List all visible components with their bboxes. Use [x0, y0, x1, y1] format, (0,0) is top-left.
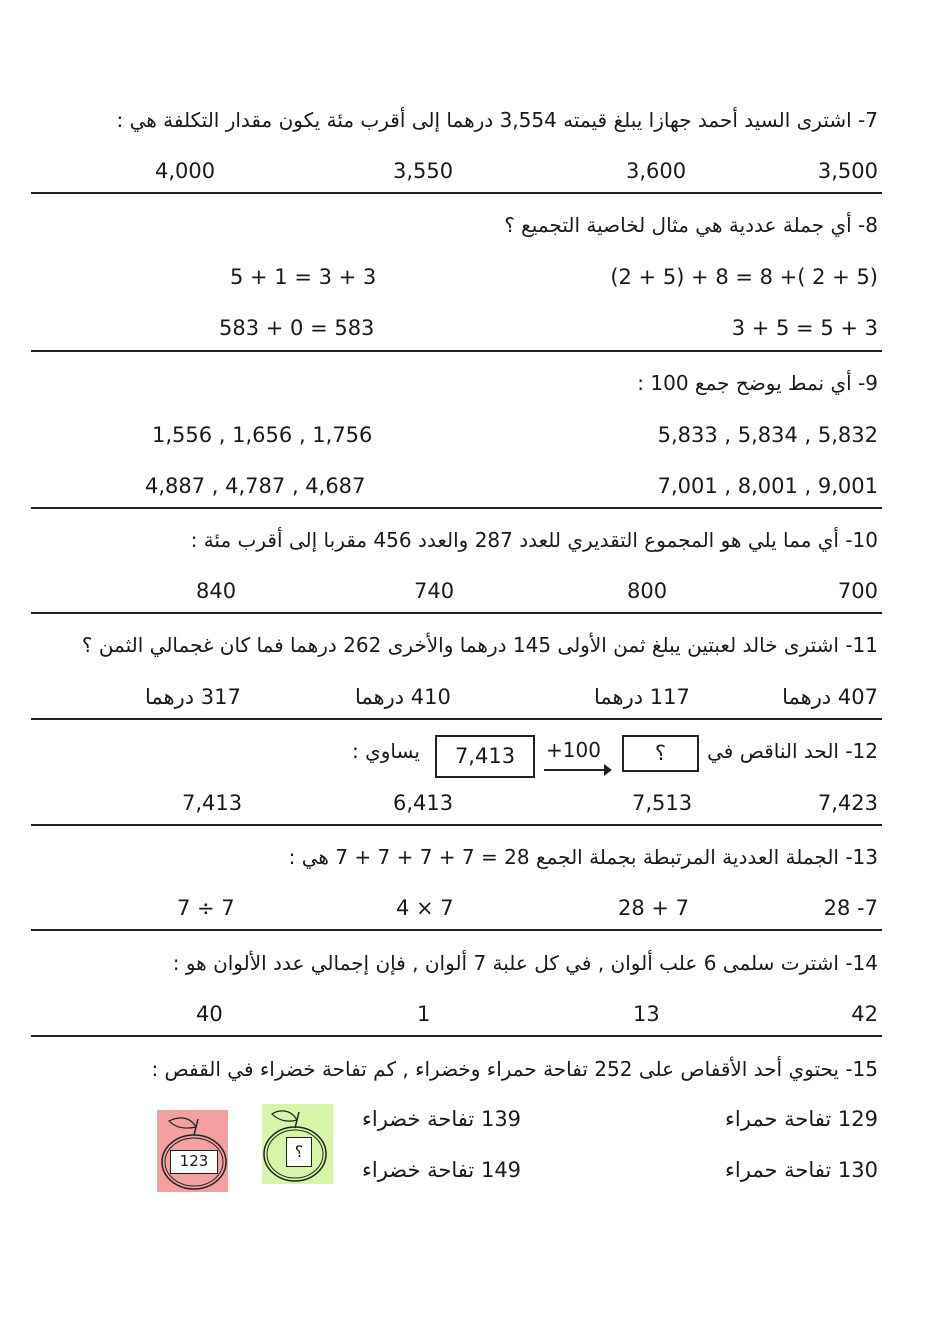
- q12-option-c[interactable]: 6,413: [393, 791, 454, 815]
- q10-option-c[interactable]: 740: [414, 579, 455, 603]
- q10-option-d[interactable]: 840: [196, 579, 237, 603]
- q11-option-c[interactable]: 410 درهما: [355, 685, 451, 709]
- q9-option-c[interactable]: 7,001 , 8,001 , 9,001: [657, 474, 878, 498]
- q14-option-a[interactable]: 42: [851, 1002, 878, 1026]
- q12-option-b[interactable]: 7,513: [632, 791, 693, 815]
- q15-option-b[interactable]: 139 تفاحة خضراء: [362, 1107, 522, 1131]
- divider: [31, 718, 882, 720]
- question-8: 8- أي جملة عددية هي مثال لخاصية التجميع ؟: [504, 213, 878, 237]
- question-15: 15- يحتوي أحد الأقفاص على 252 تفاحة حمراء وخضراء , كم تفاحة خضراء في القفص :: [151, 1057, 878, 1081]
- q10-option-a[interactable]: 700: [837, 579, 878, 603]
- q8-option-d[interactable]: 583 + 0 = 583: [219, 316, 375, 340]
- q8-option-b[interactable]: 5 + 1 = 3 + 3: [230, 265, 377, 289]
- q13-option-d[interactable]: 7 ÷ 7: [177, 896, 235, 920]
- question-13: 13- الجملة العددية المرتبطة بجملة الجمع 28 = 7 + 7 + 7 + 7 هي :: [288, 845, 878, 869]
- question-12-end: يساوي :: [352, 739, 420, 763]
- q10-option-b[interactable]: 800: [627, 579, 668, 603]
- q13-option-b[interactable]: 28 + 7: [618, 896, 690, 920]
- divider: [31, 192, 882, 194]
- q7-option-c[interactable]: 3,550: [393, 159, 454, 183]
- green-apple-label: ؟: [286, 1137, 312, 1167]
- question-11: 11- اشترى خالد لعبتين يبلغ ثمن الأولى 145 درهما والأخرى 262 درهما فما كان غجمالي الثمن ؟: [81, 633, 878, 657]
- question-12-start: 12- الحد الناقص في: [707, 739, 878, 763]
- q14-option-b[interactable]: 13: [633, 1002, 660, 1026]
- q7-option-a[interactable]: 3,500: [817, 159, 878, 183]
- q9-option-d[interactable]: 4,887 , 4,787 , 4,687: [145, 474, 366, 498]
- arrow-label: +100: [546, 738, 601, 762]
- q8-option-a[interactable]: (2 + 5) + 8 = 8 +( 2 + 5): [610, 265, 878, 289]
- q15-option-c[interactable]: 130 تفاحة حمراء: [725, 1158, 878, 1182]
- q15-option-d[interactable]: 149 تفاحة خضراء: [362, 1158, 522, 1182]
- q14-option-c[interactable]: 1: [417, 1002, 431, 1026]
- q8-option-c[interactable]: 3 + 5 = 5 + 3: [731, 316, 878, 340]
- red-apple-image: [157, 1110, 228, 1192]
- question-10: 10- أي مما يلي هو المجموع التقديري للعدد 287 والعدد 456 مقربا إلى أقرب مئة :: [190, 528, 878, 552]
- divider: [31, 929, 882, 931]
- q12-option-a[interactable]: 7,423: [817, 791, 878, 815]
- q11-option-a[interactable]: 407 درهما: [782, 685, 878, 709]
- q7-option-d[interactable]: 4,000: [155, 159, 216, 183]
- divider: [31, 1035, 882, 1037]
- divider: [31, 612, 882, 614]
- question-7: 7- اشترى السيد أحمد جهازا يبلغ قيمته 3,554 درهما إلى أقرب مئة يكون مقدار التكلفة هي :: [116, 108, 878, 132]
- q13-option-c[interactable]: 4 × 7: [396, 896, 454, 920]
- divider: [31, 824, 882, 826]
- q15-option-a[interactable]: 129 تفاحة حمراء: [725, 1107, 878, 1131]
- right-arrow-icon: [542, 762, 614, 778]
- q9-option-a[interactable]: 5,833 , 5,834 , 5,832: [657, 423, 878, 447]
- question-14: 14- اشترت سلمى 6 علب ألوان , في كل علبة 7 ألوان , فإن إجمالي عدد الألوان هو :: [172, 951, 878, 975]
- q11-option-b[interactable]: 117 درهما: [594, 685, 690, 709]
- q7-option-b[interactable]: 3,600: [626, 159, 687, 183]
- q14-option-d[interactable]: 40: [196, 1002, 223, 1026]
- divider: [31, 507, 882, 509]
- q12-option-d[interactable]: 7,413: [182, 791, 243, 815]
- known-term-box: 7,413: [435, 735, 535, 778]
- question-9: 9- أي نمط يوضح جمع 100 :: [637, 371, 878, 395]
- red-apple-label: 123: [170, 1150, 218, 1174]
- unknown-term-box: ؟: [622, 735, 699, 772]
- q9-option-b[interactable]: 1,556 , 1,656 , 1,756: [152, 423, 373, 447]
- q11-option-d[interactable]: 317 درهما: [145, 685, 241, 709]
- q13-option-a[interactable]: 28 -7: [823, 896, 878, 920]
- divider: [31, 350, 882, 352]
- green-apple-image: [262, 1104, 333, 1184]
